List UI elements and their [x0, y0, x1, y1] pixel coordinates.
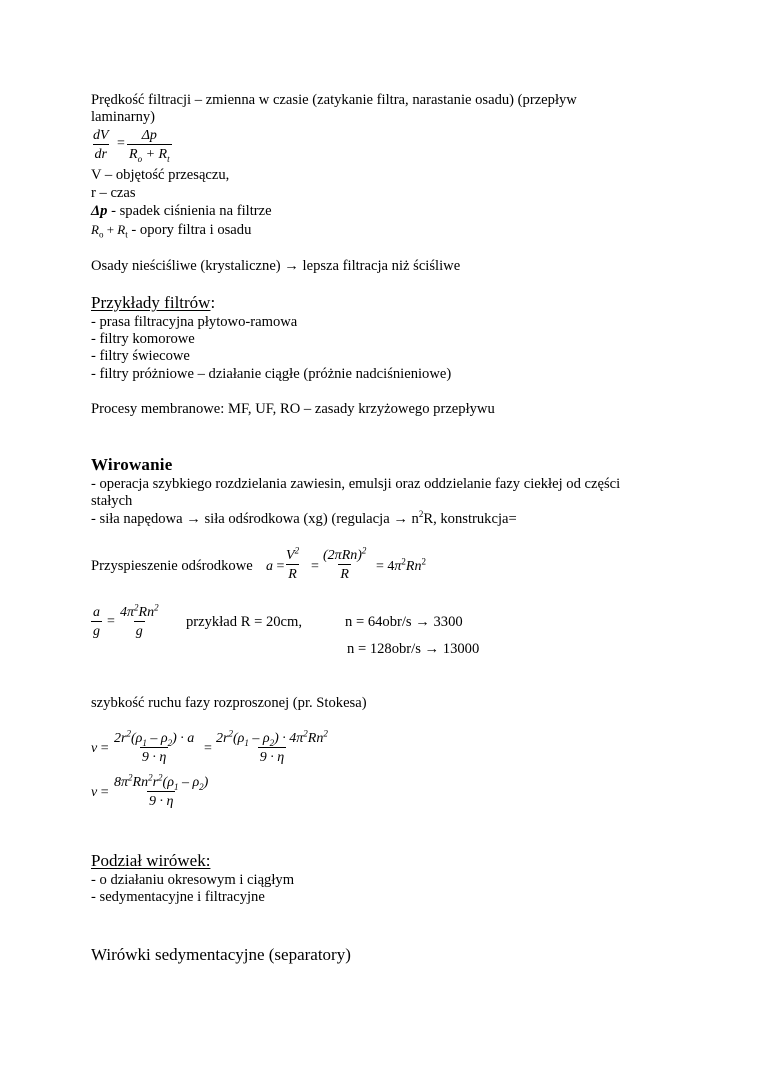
equation-dr: dr — [93, 144, 109, 163]
separators-heading: Wirówki sedymentacyjne (separatory) — [91, 945, 351, 964]
stokes-equals-2: = — [204, 741, 212, 756]
accel-label: Przyspieszenie odśrodkowe — [91, 558, 253, 574]
stokes-frac-3 — [112, 774, 210, 810]
stokes-v-equals-1: v = — [91, 741, 109, 756]
stokes-num-2: $2r^2(\rho_1 - \rho_2) \cdot 4\pi^2Rn^2$ — [216, 728, 328, 748]
example-n2: n = 128obr/s → 13000 — [347, 641, 480, 657]
bullet2-sup: 2 — [418, 509, 424, 520]
division-item: - o działaniu okresowym i ciągłym — [91, 872, 295, 888]
equation-delta-p: Δp — [141, 128, 157, 143]
ag-frac-result — [118, 604, 161, 640]
bullet2-pre: - siła napędowa → siła odśrodkowa (xg) (regulacja → n — [91, 511, 419, 527]
equation-dv: dV — [93, 128, 109, 143]
equation-resistance: $R_o + R_t$ — [127, 144, 172, 163]
accel-2pirn: $(2\pi Rn)^2$ — [323, 545, 367, 563]
accel-frac-2pirn — [321, 547, 368, 583]
stokes-den-3: 9 · η — [147, 791, 175, 810]
bullet2-post: R, konstrukcja= — [423, 511, 517, 527]
accel-r2: R — [338, 564, 351, 583]
stokes-den-1: 9 · η — [140, 747, 168, 766]
filter-item: - filtry świecowe — [91, 348, 190, 364]
ag-equals: = — [107, 614, 115, 629]
example-n1: n = 64obr/s → 3300 — [345, 614, 463, 630]
def-time: r – czas — [91, 185, 136, 201]
filter-item: - prasa filtracyjna płytowo-ramowa — [91, 314, 298, 330]
filters-heading-text: Przykłady filtrów — [91, 293, 211, 312]
sediment-note: Osady nieściśliwe (krystaliczne) → lepsza filtracja niż ściśliwe — [91, 258, 461, 274]
ag-a: a — [93, 605, 100, 620]
stokes-v-equals-3: v = — [91, 785, 109, 800]
stokes-frac-2 — [214, 730, 330, 766]
ag-g2: g — [134, 621, 145, 640]
def-volume: V – objętość przesączu, — [91, 167, 230, 183]
stokes-label: szybkość ruchu fazy rozproszonej (pr. Stokesa) — [91, 695, 367, 711]
def-resistance — [91, 221, 251, 239]
accel-result: = $4\pi^2Rn^2$ — [376, 556, 426, 574]
def-resistance-text: - opory filtra i osadu — [127, 222, 252, 238]
filters-heading — [91, 293, 215, 313]
centrifuge-bullet1-line2: stałych — [91, 493, 133, 509]
accel-equals-2: = — [311, 559, 319, 574]
delta-p-symbol: Δp — [91, 203, 108, 219]
def-pressure-drop-text: - spadek ciśnienia na filtrze — [107, 203, 272, 219]
accel-frac-v2-r — [284, 547, 301, 583]
equation-dp-over-r — [127, 127, 172, 163]
resistance-symbol: $R_o + R_t$ — [91, 222, 128, 240]
filtration-line2: laminarny) — [91, 109, 156, 125]
accel-v2: $V^2$ — [286, 545, 300, 563]
ag-4pi2rn2: $4\pi^2Rn^2$ — [120, 602, 159, 620]
stokes-frac-1 — [112, 730, 196, 766]
centrifuge-heading: Wirowanie — [91, 455, 173, 474]
accel-r: R — [286, 564, 299, 583]
filtration-line1: Prędkość filtracji – zmienna w czasie (zatykanie filtra, narastanie osadu) (przepływ — [91, 92, 577, 108]
centrifuge-bullet2 — [91, 511, 517, 528]
filters-heading-colon: : — [210, 293, 216, 312]
equation-equals: = — [117, 136, 125, 151]
example-label: przykład R = 20cm, — [186, 614, 303, 630]
ag-frac-a-g — [91, 604, 102, 640]
division-heading: Podział wirówek: — [91, 851, 211, 870]
filter-item: - filtry komorowe — [91, 331, 195, 347]
stokes-num-3: $8\pi^2Rn^2r^2(\rho_1 - \rho_2)$ — [114, 772, 209, 792]
ag-g: g — [91, 621, 102, 640]
centrifuge-bullet1-line1: - operacja szybkiego rozdzielania zawiesin, emulsji oraz oddzielanie fazy ciekłej od części — [91, 476, 621, 492]
accel-a-equals: a = — [266, 559, 285, 574]
equation-dv-dr — [91, 127, 111, 163]
division-item: - sedymentacyjne i filtracyjne — [91, 889, 265, 905]
def-pressure-drop — [91, 203, 272, 220]
membrane-processes: Procesy membranowe: MF, UF, RO – zasady krzyżowego przepływu — [91, 401, 495, 417]
filter-item: - filtry próżniowe – działanie ciągłe (próżnie nadciśnieniowe) — [91, 366, 452, 382]
stokes-num-1: $2r^2(\rho_1 - \rho_2) \cdot a$ — [114, 728, 195, 748]
stokes-den-2: 9 · η — [258, 747, 286, 766]
